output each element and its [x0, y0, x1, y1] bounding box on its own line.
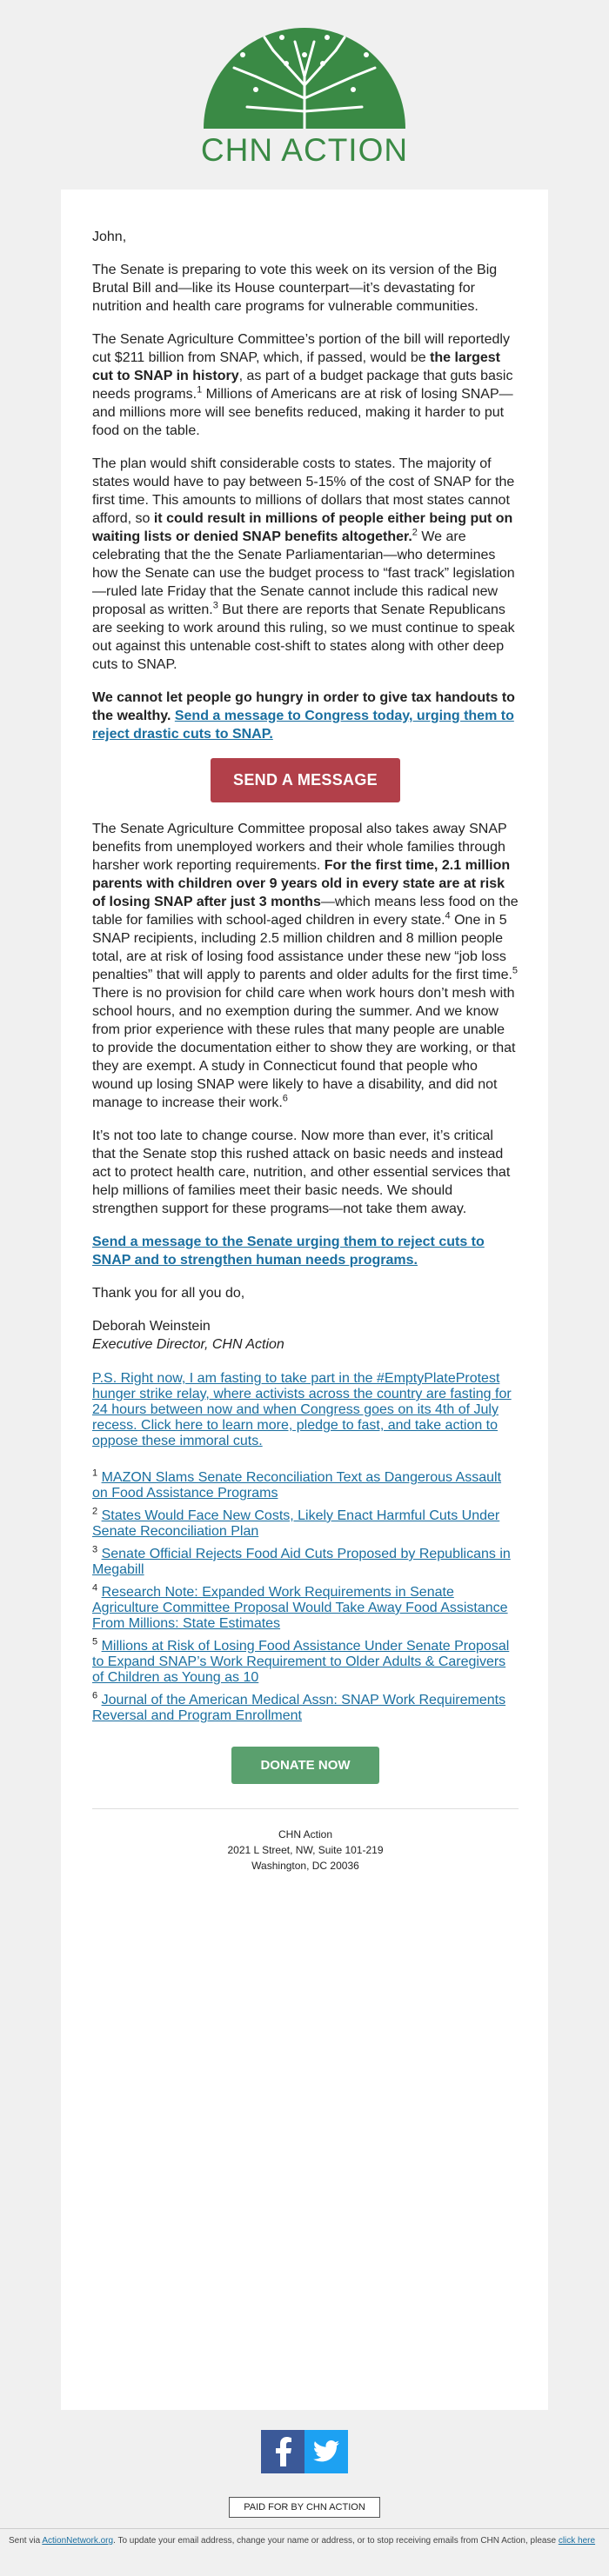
paragraph-change: It’s not too late to change course. Now more than ever, it’s critical that the Senate stop this rushed attack on basic needs and instead act to protect health care, nutrition, and other essential services that help millions of families meet their basic needs. We should strengthen support for these programs—not take them away. [92, 1128, 511, 1216]
footnote-item [92, 1508, 519, 1540]
email-body [92, 228, 519, 1874]
facebook-icon[interactable] [261, 2430, 304, 2473]
ps-link[interactable]: P.S. Right now, I am fasting to take part in the #EmptyPlateProtest hunger strike relay, where activists across the country are fasting for 24 hours between now and when Congress goes on its 4th of July recess. Click here to learn more, pledge to fast, and take action to oppose these immoral cuts. [92, 1371, 512, 1448]
footnote-link[interactable]: Research Note: Expanded Work Requirements in Senate Agriculture Committee Proposal Would Take Away Food Assistance From Millions: State Estimates [92, 1585, 508, 1631]
paragraph-work: The Senate Agriculture Committee proposal also takes away SNAP benefits from unemployed workers and their whole families through harsher work reporting requirements. For the first time, 2.1 million parents with children over 9 years old in every state are at risk of losing SNAP after just 3 months—which means less food on the table for families with school-aged children in every state.$^4$ One in 5 SNAP recipients, including 2.5 million children and 8 million people total, are at risk of losing food assistance under these new “job loss penalties” that will apply to parents and older adults for the first time.$^5$ There is no provision for child care when work hours don’t mesh with school hours, and no exemption during the summer. And we know from prior experience with these rules that many people are unable to provide the documentation either to show they are working, or that they are exempt. A study in Connecticut found that people who wound up losing SNAP were likely to have a disability, and did not manage to increase their work.$^6$ [92, 822, 519, 1110]
paid-for-label: PAID FOR BY CHN ACTION [229, 2497, 380, 2518]
social-links [261, 2430, 348, 2473]
footnote-item [92, 1636, 519, 1686]
footer-note: Sent via ActionNetwork.org. To update your email address, change your name or address, or to stop receiving emails from CHN Action, please click here [0, 2528, 609, 2546]
signer-name: Deborah Weinstein [92, 1319, 211, 1334]
greeting: John, [92, 230, 127, 244]
footnote-number: 1 [92, 1468, 98, 1479]
address: CHN Action 2021 L Street, NW, Suite 101-219 Washington, DC 20036 [227, 1828, 384, 1872]
footnote-item [92, 1544, 519, 1578]
paragraph-cut: The Senate Agriculture Committee’s portion of the bill will reportedly cut $211 billion from SNAP, which, if passed, would be the largest cut to SNAP in history, as part of a budget package that guts basic needs programs.$^1$ Millions of Americans are at risk of losing SNAP—and millions more will see benefits reduced, making it harder to put food on the table. [92, 332, 513, 438]
paragraph-call: We cannot let people go hungry in order to give tax handouts to the wealthy. Send a message to Congress today, urging them to reject drastic cuts to SNAP. [92, 690, 515, 742]
footnote-link[interactable]: Journal of the American Medical Assn: SNAP Work Requirements Reversal and Program Enrollment [92, 1693, 506, 1723]
send-senate-link[interactable]: Send a message to the Senate urging them to reject cuts to SNAP and to strengthen human needs programs. [92, 1235, 485, 1268]
email-card [61, 190, 548, 2410]
footnote-number: 2 [92, 1506, 98, 1517]
header [0, 0, 609, 190]
footnote-link[interactable]: States Would Face New Costs, Likely Enact Harmful Cuts Under Senate Reconciliation Plan [92, 1508, 500, 1539]
footnote-item [92, 1690, 519, 1724]
footnote-item [92, 1582, 519, 1632]
paragraph-states: The plan would shift considerable costs to states. The majority of states would have to pay between 5-15% of the cost of SNAP for the first time. This amounts to millions of dollars that most states cannot afford, so it could result in millions of people either being put on waiting lists or denied SNAP benefits altogether.$^2$ We are celebrating that the the Senate Parliamentarian—who determines how the Senate can use the budget process to “fast track” legislation—ruled late Friday that the Senate cannot include this radical new proposal as written.$^3$ But there are reports that Senate Republicans are seeking to work around this ruling, so we must continue to speak out against this untenable cost-shift to states along with other deep cuts to SNAP. [92, 456, 515, 672]
footnote-link[interactable]: Senate Official Rejects Food Aid Cuts Proposed by Republicans in Megabill [92, 1547, 511, 1577]
paragraph-intro: The Senate is preparing to vote this week on its version of the Big Brutal Bill and—like its House counterpart—it’s devastating for nutrition and health care programs for vulnerable communities. [92, 263, 498, 314]
footnote-number: 3 [92, 1544, 98, 1555]
signer-title: Executive Director, CHN Action [92, 1337, 284, 1352]
footnote-number: 6 [92, 1690, 98, 1701]
tree-logo-icon [204, 24, 405, 129]
donate-button[interactable]: DONATE NOW [231, 1747, 378, 1784]
divider [92, 1808, 519, 1809]
twitter-icon[interactable] [304, 2430, 348, 2473]
thanks: Thank you for all you do, [92, 1286, 245, 1301]
logo-text: CHN ACTION [200, 132, 409, 168]
footnote-number: 5 [92, 1636, 98, 1647]
footnote-link[interactable]: MAZON Slams Senate Reconciliation Text as Dangerous Assault on Food Assistance Programs [92, 1470, 502, 1501]
unsubscribe-link[interactable]: click here [558, 2536, 596, 2546]
footnotes [92, 1470, 519, 1724]
footnote-number: 4 [92, 1582, 98, 1594]
send-congress-link[interactable]: Send a message to Congress today, urging them to reject drastic cuts to SNAP. [92, 709, 514, 742]
footnote-link[interactable]: Millions at Risk of Losing Food Assistance Under Senate Proposal to Expand SNAP’s Work Requirement to Older Adults & Caregivers of Children as Young as 10 [92, 1639, 510, 1685]
send-message-button[interactable]: SEND A MESSAGE [211, 758, 400, 802]
actionnetwork-link[interactable]: ActionNetwork.org [42, 2536, 114, 2546]
footnote-item [92, 1470, 519, 1501]
